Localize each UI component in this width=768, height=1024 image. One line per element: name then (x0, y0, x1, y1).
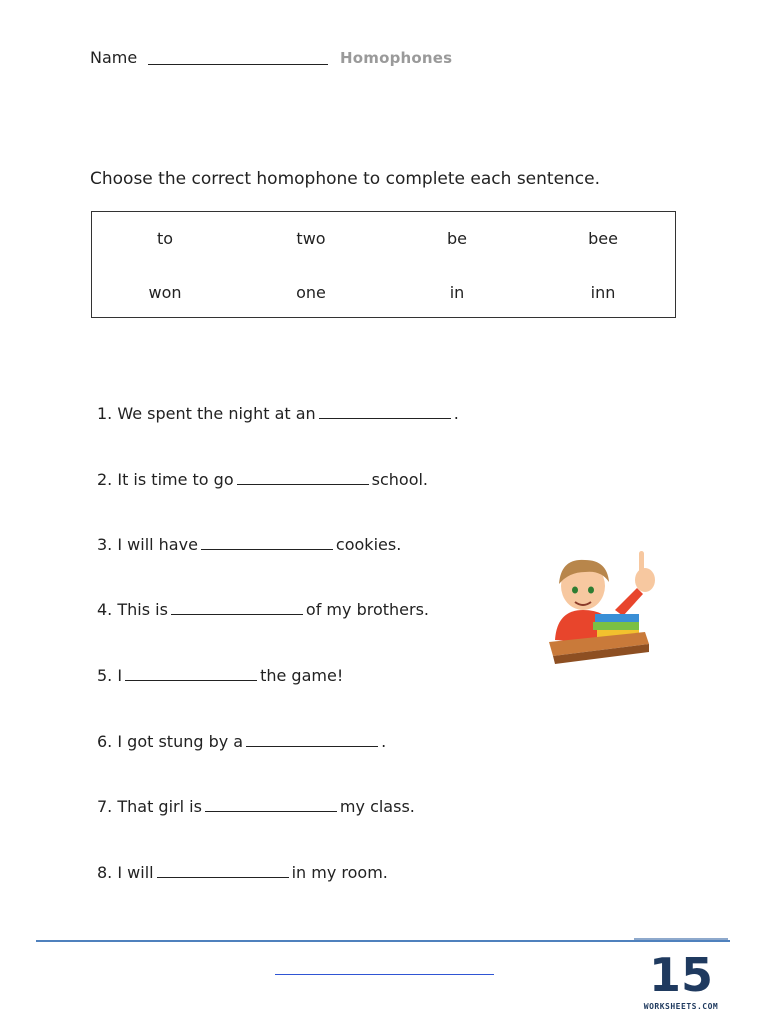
answer-blank[interactable] (237, 471, 369, 485)
answer-blank[interactable] (246, 733, 378, 747)
footer-divider-accent (634, 938, 728, 940)
worksheets-logo (640, 947, 722, 1013)
footer-link-underline[interactable] (275, 974, 494, 975)
word-bank-word: one (296, 283, 326, 302)
sentence-7 (97, 797, 415, 816)
sentence-text: 8. I will (97, 863, 154, 882)
sentence-text: cookies. (335, 535, 402, 554)
worksheet-title: Homophones (340, 49, 453, 67)
sentence-4 (97, 600, 429, 619)
word-bank-word: won (148, 283, 182, 302)
word-bank-word: inn (590, 283, 616, 302)
sentence-5 (97, 666, 343, 685)
sentence-text: my class. (339, 797, 415, 816)
answer-blank[interactable] (157, 864, 289, 878)
word-bank-box (91, 211, 676, 318)
sentence-text: the game! (260, 666, 344, 685)
sentence-text: 6. I got stung by a (97, 732, 244, 751)
sentence-text: 5. I (97, 666, 123, 685)
sentence-6 (97, 732, 386, 751)
sentence-8 (97, 863, 388, 882)
sentence-3 (97, 535, 401, 554)
sentence-text: . (453, 404, 459, 423)
sentence-text: 4. This is (97, 600, 168, 619)
answer-blank[interactable] (201, 536, 333, 550)
student-raising-hand-illustration (545, 548, 661, 668)
sentence-text: school. (371, 470, 429, 489)
name-label: Name (90, 48, 138, 67)
word-bank-word: bee (588, 229, 618, 248)
sentence-2 (97, 470, 428, 489)
word-bank-word: in (449, 283, 465, 302)
sentence-text: of my brothers. (305, 600, 429, 619)
sentence-text: 3. I will have (97, 535, 198, 554)
answer-blank[interactable] (125, 667, 257, 681)
sentence-text: . (381, 732, 387, 751)
answer-blank[interactable] (205, 798, 337, 812)
sentence-1 (97, 404, 459, 423)
answer-blank[interactable] (319, 405, 451, 419)
answer-blank[interactable] (171, 601, 303, 615)
sentence-text: in my room. (291, 863, 388, 882)
word-bank-word: two (296, 229, 326, 248)
word-bank-word: be (447, 229, 467, 248)
word-bank-word: to (156, 229, 174, 248)
logo-text: WORKSHEETS.COM (643, 1002, 719, 1011)
instructions-text: Choose the correct homophone to complete each sentence. (90, 169, 601, 189)
sentence-text: 1. We spent the night at an (97, 404, 316, 423)
footer-divider (36, 940, 730, 942)
sentence-text: 7. That girl is (97, 797, 202, 816)
logo-number: 15 (648, 948, 714, 1002)
name-blank-line[interactable] (148, 64, 328, 65)
sentence-text: 2. It is time to go (97, 470, 234, 489)
